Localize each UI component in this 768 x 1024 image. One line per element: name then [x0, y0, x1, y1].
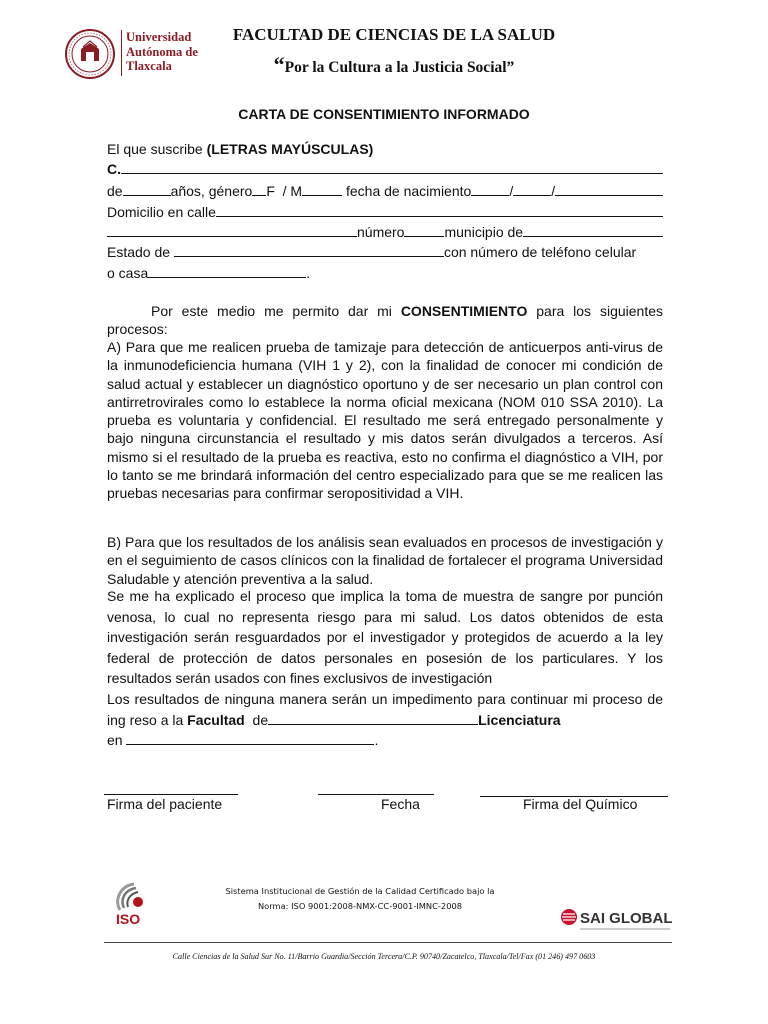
faculty-name: FACULTAD DE CIENCIAS DE LA SALUD — [232, 25, 556, 44]
date-slash: / — [509, 183, 514, 199]
logo-line: Universidad — [126, 30, 192, 44]
state-field[interactable] — [174, 242, 444, 257]
de-label: de — [107, 183, 123, 199]
state-phone-line — [107, 242, 663, 262]
phone-line — [107, 263, 663, 283]
footer-divider — [104, 942, 672, 943]
birth-month-field[interactable] — [513, 181, 551, 196]
motto-quote: “ — [273, 52, 285, 77]
sai-global-text: SAI GLOBAL — [580, 910, 672, 927]
iso-text: ISO — [116, 911, 141, 927]
consent-keyword: CONSENTIMIENTO — [400, 303, 528, 319]
logo-line: Tlaxcala — [126, 59, 172, 73]
consent-item-a: A) Para que me realicen prueba de tamizaje para detección de anticuerpos anti-virus de la inmunodeficiencia humana (VIH 1 y 2), con la finalidad de conocer mi condición de salud actual y establecer un diagnóstico oportuno y de ser necesario un plan control con antirretrovirales como lo establece la norma oficial mexicana (NOM 010 SSA 2010). La prueba es voluntaria y confidencial. El resultado me será entregado personalmente y bajo ninguna circunstancia el resultado y mis datos serán divulgados a terceros. Así mismo si el resultado de la prueba es reactiva, esto no confirma el diagnóstico a VIH, por lo tanto se me brindará información del centro especializado para que se me realicen las pruebas necesarias para confirmar seropositividad a VIH. — [107, 339, 663, 502]
o-casa-label: o casa — [107, 265, 149, 281]
birthdate-label: fecha de nacimiento — [346, 183, 472, 199]
date-line[interactable] — [318, 794, 434, 795]
gender-f-field[interactable] — [252, 181, 266, 196]
estado-label: Estado de — [107, 244, 174, 260]
gender-m-field[interactable] — [302, 181, 342, 196]
facultad-label: Facultad — [187, 711, 245, 728]
date-slash: / — [551, 183, 556, 199]
chemist-signature-label: Firma del Químico — [523, 796, 638, 812]
date-label: Fecha — [381, 796, 420, 812]
anos-genero-label: años, género — [170, 183, 253, 199]
suscribe-bold-label: (LETRAS MAYÚSCULAS) — [206, 141, 374, 157]
name-field[interactable] — [121, 159, 663, 174]
phone-field[interactable] — [148, 263, 306, 278]
patient-signature-label: Firma del paciente — [107, 796, 223, 812]
c-label: C. — [107, 161, 121, 177]
suscribe-label: El que suscribe — [107, 141, 207, 157]
gender-m-label: / M — [282, 183, 303, 199]
en-label: en — [107, 732, 127, 749]
street-field[interactable] — [216, 202, 663, 217]
procedure-explanation: Se me ha explicado el proceso que implica la toma de muestra de sangre por punción venosa, lo cual no representa riesgo para mi salud. Los datos obtenidos de esta investigación serán resguardados por el investigador y protegidos de acuerdo a la ley federal de protección de datos personales en posesión de los particulares. Y los resultados serán usados con fines exclusivos de investigación — [107, 588, 663, 687]
address-line — [107, 202, 663, 222]
domicilio-label: Domicilio en calle — [107, 204, 216, 220]
name-line — [107, 159, 663, 179]
intro-text: Por este medio me permito dar mi — [151, 303, 401, 319]
logo-line: Autónoma de — [126, 44, 198, 59]
consent-item-b: B) Para que los resultados de los análisis sean evaluados en procesos de investigación y en el seguimiento de casos clínicos con la finalidad de fortalecer el programa Universidad Saludable y atención preventiva a la salud. — [107, 534, 663, 587]
iso-certification-icon — [110, 880, 158, 932]
intro-text-end: para los siguientes procesos: — [107, 303, 663, 338]
footer-address: Calle Ciencias de la Salud Sur No. 11/Barrio Guardia/Sección Tercera/C.P. 90740/Zacatelco, Tlaxcala/Tel/Fax (01 246) 497 0603 — [172, 952, 596, 961]
results-text: Los resultados de ninguna manera serán un impedimento para continuar mi proceso de ing reso a la — [107, 691, 663, 728]
sai-global-logo — [560, 905, 672, 933]
number-field[interactable] — [404, 222, 444, 237]
logo-divider — [121, 30, 122, 76]
gender-f-label: F — [266, 183, 275, 199]
municipio-field[interactable] — [523, 222, 663, 237]
university-seal-icon — [64, 28, 116, 80]
patient-signature-line[interactable] — [104, 794, 238, 795]
suscribe-line — [107, 139, 663, 159]
motto — [200, 52, 588, 78]
numero-label: número — [357, 224, 405, 240]
age-gender-line — [107, 181, 663, 201]
quality-system-note — [190, 884, 530, 914]
motto-text: Por la Cultura a la Justicia Social” — [284, 59, 515, 76]
number-municipio-line — [107, 222, 663, 242]
municipio-label: municipio de — [444, 224, 524, 240]
facultad-field[interactable] — [268, 711, 478, 725]
licenciatura-field[interactable] — [126, 731, 374, 745]
birth-year-field[interactable] — [555, 181, 663, 196]
age-field[interactable] — [123, 181, 171, 196]
results-statement — [107, 689, 663, 751]
de-label: de — [244, 711, 269, 728]
licenciatura-label: Licenciatura — [478, 711, 561, 728]
quality-line-2: Norma: ISO 9001:2008-NMX-CC-9001-IMNC-2008 — [257, 901, 463, 911]
document-title: CARTA DE CONSENTIMIENTO INFORMADO — [238, 106, 530, 122]
telefono-label: con número de teléfono celular — [443, 244, 637, 260]
phone-period: . — [306, 265, 311, 281]
quality-line-1: Sistema Institucional de Gestión de la Calidad Certificado bajo la — [225, 886, 495, 896]
consent-intro — [107, 302, 663, 339]
end-period: . — [374, 732, 379, 749]
street-cont-field[interactable] — [107, 222, 357, 237]
birth-day-field[interactable] — [471, 181, 509, 196]
